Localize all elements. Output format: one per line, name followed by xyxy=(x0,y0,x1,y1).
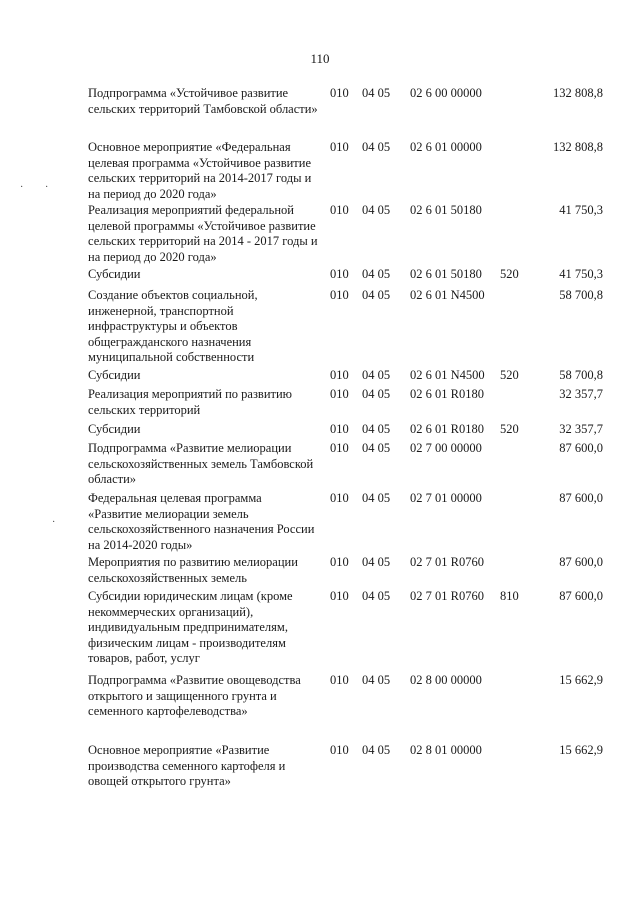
row-ministry-code: 010 xyxy=(330,387,349,401)
row-ministry-code: 010 xyxy=(330,203,349,217)
row-ministry-code: 010 xyxy=(330,422,349,436)
table-row xyxy=(0,288,640,368)
row-expense-type: 520 xyxy=(500,368,519,382)
row-ministry-code: 010 xyxy=(330,743,349,757)
row-description: Подпрограмма «Развитие овощеводства открытого и защищенного грунта и семенного картофелеводства» xyxy=(88,673,301,719)
row-amount: 58 700,8 xyxy=(559,288,603,302)
row-target-code: 02 6 01 R0180 xyxy=(410,387,484,401)
row-section-code: 04 05 xyxy=(362,368,391,382)
row-description: Мероприятия по развитию мелиорации сельскохозяйственных земель xyxy=(88,555,298,585)
row-description: Федеральная целевая программа «Развитие мелиорации земель сельскохозяйственного назначения России на 2014-2020 годы» xyxy=(88,491,315,552)
row-expense-type: 520 xyxy=(500,422,519,436)
table-row xyxy=(0,140,640,203)
row-amount: 15 662,9 xyxy=(559,673,603,687)
table-row xyxy=(0,422,640,441)
table-row xyxy=(0,555,640,589)
row-target-code: 02 7 01 R0760 xyxy=(410,555,484,569)
row-ministry-code: 010 xyxy=(330,491,349,505)
page-number: 110 xyxy=(310,51,330,66)
row-amount: 32 357,7 xyxy=(559,387,603,401)
row-section-code: 04 05 xyxy=(362,422,391,436)
row-amount: 32 357,7 xyxy=(559,422,603,436)
row-target-code: 02 8 01 00000 xyxy=(410,743,482,757)
row-amount: 87 600,0 xyxy=(559,555,603,569)
row-ministry-code: 010 xyxy=(330,368,349,382)
row-section-code: 04 05 xyxy=(362,743,391,757)
row-target-code: 02 7 01 R0760 xyxy=(410,589,484,603)
row-target-code: 02 6 01 00000 xyxy=(410,140,482,154)
row-target-code: 02 6 01 N4500 xyxy=(410,288,485,302)
table-row xyxy=(0,267,640,288)
row-description: Основное мероприятие «Развитие производства семенного картофеля и овощей открытого грунта» xyxy=(88,743,286,789)
row-section-code: 04 05 xyxy=(362,387,391,401)
row-description: Создание объектов социальной, инженерной, транспортной инфраструктуры и объектов общегражданского назначения муниципальной собственности xyxy=(88,288,258,365)
row-ministry-code: 010 xyxy=(330,673,349,687)
row-amount: 132 808,8 xyxy=(553,86,603,100)
table-row xyxy=(0,589,640,673)
table-row xyxy=(0,743,640,793)
row-section-code: 04 05 xyxy=(362,589,391,603)
row-amount: 15 662,9 xyxy=(559,743,603,757)
table-row xyxy=(0,86,640,140)
row-description: Реализация мероприятий по развитию сельских территорий xyxy=(88,387,292,417)
row-amount: 87 600,0 xyxy=(559,491,603,505)
row-description: Субсидии юридическим лицам (кроме некоммерческих организаций), индивидуальным предпринимателям, физическим лицам - производителям товаров, работ, услуг xyxy=(88,589,293,666)
table-row xyxy=(0,491,640,555)
row-description: Подпрограмма «Развитие мелиорации сельскохозяйственных земель Тамбовской области» xyxy=(88,441,314,487)
row-amount: 87 600,0 xyxy=(559,441,603,455)
row-ministry-code: 010 xyxy=(330,441,349,455)
row-section-code: 04 05 xyxy=(362,86,391,100)
table-row xyxy=(0,441,640,491)
row-section-code: 04 05 xyxy=(362,140,391,154)
row-section-code: 04 05 xyxy=(362,267,391,281)
table-row xyxy=(0,673,640,743)
row-ministry-code: 010 xyxy=(330,288,349,302)
budget-table xyxy=(0,86,640,793)
row-description: Реализация мероприятий федеральной целевой программы «Устойчивое развитие сельских территорий на 2014 - 2017 годы и на период до 2020 года» xyxy=(88,203,318,264)
scan-speck: · xyxy=(20,182,24,193)
row-section-code: 04 05 xyxy=(362,673,391,687)
row-description: Подпрограмма «Устойчивое развитие сельских территорий Тамбовской области» xyxy=(88,86,318,116)
row-ministry-code: 010 xyxy=(330,589,349,603)
row-target-code: 02 6 01 N4500 xyxy=(410,368,485,382)
table-row xyxy=(0,203,640,267)
row-section-code: 04 05 xyxy=(362,441,391,455)
row-amount: 41 750,3 xyxy=(559,203,603,217)
row-section-code: 04 05 xyxy=(362,288,391,302)
row-ministry-code: 010 xyxy=(330,555,349,569)
row-ministry-code: 010 xyxy=(330,86,349,100)
table-row xyxy=(0,387,640,422)
table-row xyxy=(0,368,640,387)
row-description: Субсидии xyxy=(88,267,141,281)
row-expense-type: 520 xyxy=(500,267,519,281)
scan-speck: · xyxy=(45,182,49,193)
row-target-code: 02 6 01 50180 xyxy=(410,203,482,217)
row-ministry-code: 010 xyxy=(330,140,349,154)
row-amount: 87 600,0 xyxy=(559,589,603,603)
scan-speck: · xyxy=(52,517,56,528)
row-amount: 132 808,8 xyxy=(553,140,603,154)
row-target-code: 02 8 00 00000 xyxy=(410,673,482,687)
row-section-code: 04 05 xyxy=(362,203,391,217)
row-target-code: 02 6 00 00000 xyxy=(410,86,482,100)
row-section-code: 04 05 xyxy=(362,491,391,505)
row-description: Субсидии xyxy=(88,368,141,382)
row-section-code: 04 05 xyxy=(362,555,391,569)
row-amount: 41 750,3 xyxy=(559,267,603,281)
row-description: Основное мероприятие «Федеральная целевая программа «Устойчивое развитие сельских территорий на 2014-2017 годы и на период до 2020 года» xyxy=(88,140,312,201)
row-target-code: 02 7 01 00000 xyxy=(410,491,482,505)
row-description: Субсидии xyxy=(88,422,141,436)
row-ministry-code: 010 xyxy=(330,267,349,281)
row-expense-type: 810 xyxy=(500,589,519,603)
row-target-code: 02 6 01 50180 xyxy=(410,267,482,281)
row-target-code: 02 6 01 R0180 xyxy=(410,422,484,436)
row-target-code: 02 7 00 00000 xyxy=(410,441,482,455)
row-amount: 58 700,8 xyxy=(559,368,603,382)
